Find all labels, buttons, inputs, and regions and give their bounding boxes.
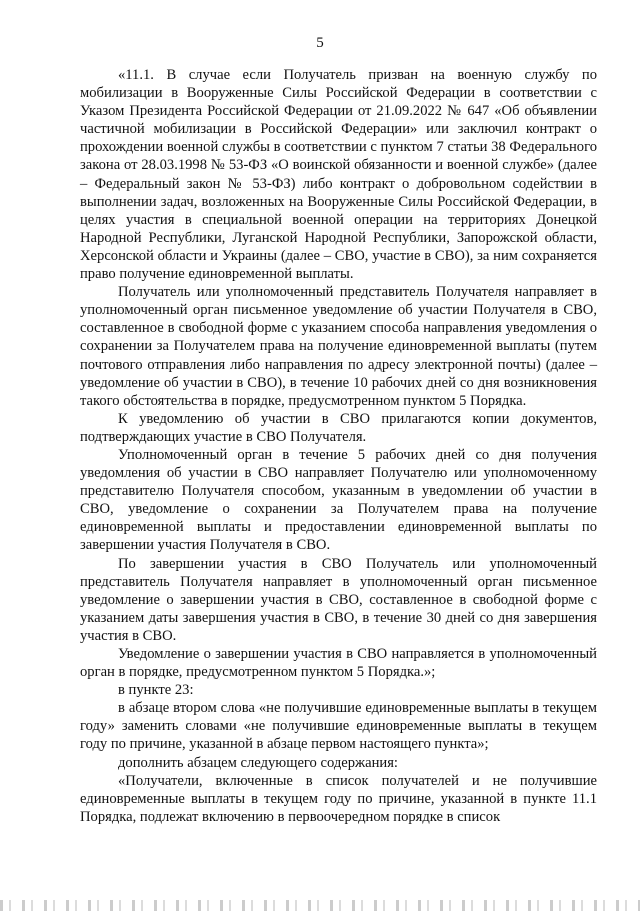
- paragraph-attachments: К уведомлению об участии в СВО прилагаются копии документов, подтверждающих участие в СВО Получателя.: [80, 410, 597, 445]
- paragraph-completion-notice: По завершении участия в СВО Получатель или уполномоченный представитель Получателя направляет в уполномоченный орган письменное уведомление о завершении участия в СВО, составленное в свободной форме с указанием даты завершения участия в СВО, в течение 30 дней со дня завершения участия в СВО.: [80, 555, 597, 644]
- paragraph-add-subparagraph: дополнить абзацем следующего содержания:: [118, 754, 398, 771]
- paragraph-authority-response: Уполномоченный орган в течение 5 рабочих дней со дня получения уведомления об участии в СВО направляет Получателю или уполномоченному представителю Получателя способом, указанным в уведомлении об участии в СВО, уведомление о сохранении за Получателем права на получение единовременной выплаты и предоставлении единовременной выплаты по завершении участия Получателя в СВО.: [80, 446, 597, 554]
- scan-edge-artifact: [0, 900, 640, 911]
- document-body: [80, 66, 597, 826]
- paragraph-second-subparagraph: в абзаце втором слова «не получившие единовременные выплаты в текущем году» заменить словами «не получившие единовременные выплаты в текущем году по причине, указанной в абзаце первом настоящего пункта»;: [80, 700, 597, 753]
- paragraph-completion-procedure: Уведомление о завершении участия в СВО направляется в уполномоченный орган в порядке, предусмотренном пунктом 5 Порядка.»;: [80, 646, 597, 681]
- page-number: 5: [316, 35, 324, 51]
- paragraph-recipients-list: «Получатели, включенные в список получателей и не получившие единовременные выплаты в текущем году по причине, указанной в пункте 11.1 Порядка, подлежат включению в первоочередном порядке в список: [80, 772, 597, 825]
- paragraph-notification-procedure: Получатель или уполномоченный представитель Получателя направляет в уполномоченный орган письменное уведомление об участии Получателя в СВО, составленное в свободной форме с указанием способа направления уведомления о сохранении за Получателем права на получение единовременной выплаты (путем почтового отправления либо направления по адресу электронной почты) (далее – уведомление об участии в СВО), в течение 10 рабочих дней со дня возникновения такого обстоятельства в порядке, предусмотренном пунктом 5 Порядка.: [80, 284, 597, 409]
- paragraph-point-23: в пункте 23:: [118, 682, 194, 699]
- paragraph-11-1: «11.1. В случае если Получатель призван на военную службу по мобилизации в Вооруженные Силы Российской Федерации в соответствии с Указом Президента Российской Федерации от 21.09.2022 № 647 «Об объявлении частичной мобилизации в Российской Федерации» или заключил контракт о прохождении военной службы в соответствии с пунктом 7 статьи 38 Федерального закона от 28.03.1998 № 53-ФЗ «О воинской обязанности и военной службе» (далее – Федеральный закон № 53-ФЗ) либо контракт о добровольном содействии в выполнении задач, возложенных на Вооруженные Силы Российской Федерации, в целях участия в специальной военной операции на территориях Донецкой Народной Республики, Луганской Народной Республики, Запорожской области, Херсонской области и Украины (далее – СВО, участие в СВО), за ним сохраняется право получение единовременной выплаты.: [80, 67, 597, 283]
